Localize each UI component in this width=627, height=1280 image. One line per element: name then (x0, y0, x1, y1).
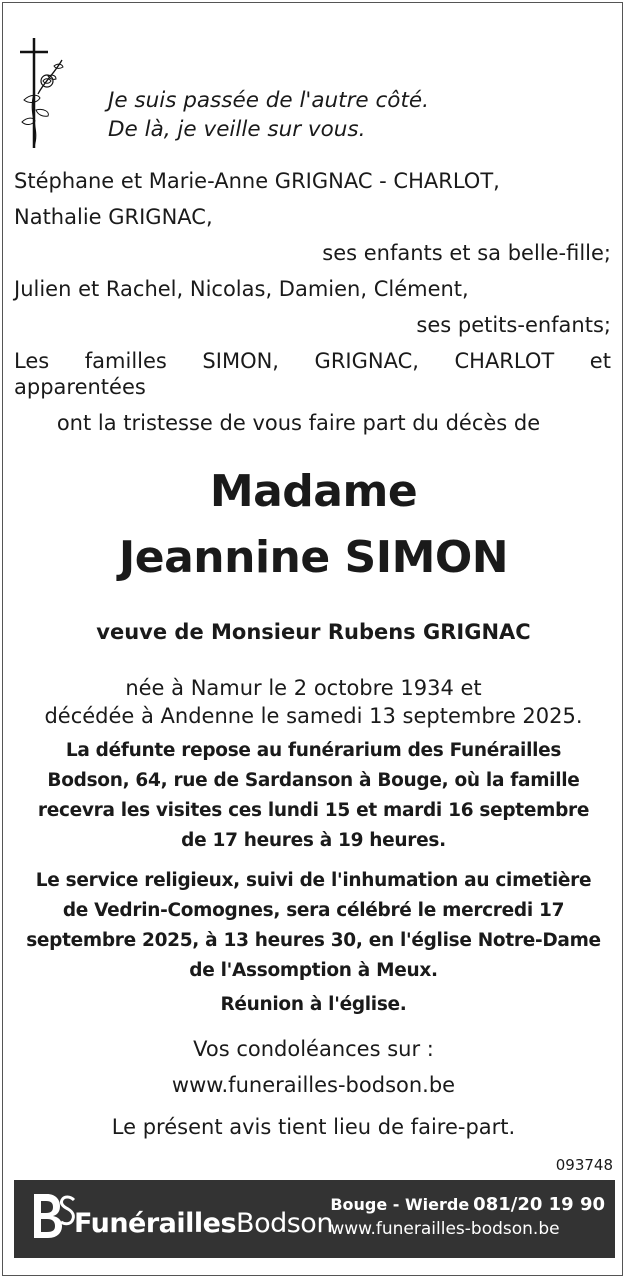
word: SIMON, (202, 349, 279, 373)
meeting-line: Réunion à l'église. (220, 994, 407, 1015)
visitation-line: La défunte repose au funérarium des Funérailles (65, 740, 562, 761)
service-info (10, 866, 617, 986)
word: et (589, 349, 611, 373)
visitation-line: recevra les visites ces lundi 15 et mardi 16 septembre (37, 800, 590, 821)
service-line: de l'Assomption à Meux. (189, 960, 438, 981)
family-line: apparentées (14, 375, 146, 399)
word: CHARLOT (454, 349, 555, 373)
visitation-line: Bodson, 64, rue de Sardanson à Bouge, où la famille (47, 770, 580, 791)
bodson-logo-icon (28, 1188, 76, 1246)
deceased-title: Madame (209, 466, 418, 517)
family-role: ses enfants et sa belle-fille; (322, 241, 611, 265)
visitation-line: de 17 heures à 19 heures. (181, 830, 446, 851)
brand-name-bold: Funérailles (74, 1208, 237, 1239)
brand-name-light: Bodson (236, 1208, 333, 1239)
announcement-line: ont la tristesse de vous faire part du décès de (56, 411, 541, 435)
epitaph-line: Je suis passée de l'autre côté. (108, 88, 429, 113)
service-line: septembre 2025, à 13 heures 30, en l'église Notre-Dame (26, 930, 601, 951)
footer-contact (330, 1194, 605, 1239)
epitaph (108, 86, 429, 144)
deceased-name: Jeannine SIMON (118, 532, 509, 583)
footer-locations: Bouge - Wierde (330, 1195, 470, 1214)
epitaph-line: De là, je veille sur vous. (108, 117, 366, 142)
footer-banner (14, 1180, 615, 1258)
word: GRIGNAC, (314, 349, 419, 373)
footer-phone[interactable]: 081/20 19 90 (473, 1194, 605, 1215)
brand-name (74, 1208, 333, 1239)
family-line: Stéphane et Marie-Anne GRIGNAC - CHARLOT, (14, 169, 500, 193)
condolences-label: Vos condoléances sur : (193, 1037, 434, 1061)
service-line: Le service religieux, suivi de l'inhumation au cimetière (35, 870, 592, 891)
footer-website[interactable]: www.funerailles-bodson.be (330, 1219, 560, 1239)
birth-line: née à Namur le 2 octobre 1934 et (125, 676, 482, 700)
family-line: Julien et Rachel, Nicolas, Damien, Clément, (14, 277, 469, 301)
service-line: de Vedrin-Comognes, sera célébré le mercredi 17 (62, 900, 565, 921)
family-role: ses petits-enfants; (416, 313, 611, 337)
family-line: Nathalie GRIGNAC, (14, 205, 213, 229)
cross-with-rose-icon (14, 34, 68, 152)
reference-number: 093748 (555, 1156, 613, 1174)
word: familles (84, 349, 167, 373)
condolences-link[interactable]: www.funerailles-bodson.be (171, 1073, 456, 1097)
word: Les (14, 349, 50, 373)
death-line: décédée à Andenne le samedi 13 septembre 2025. (44, 704, 583, 728)
notice-line: Le présent avis tient lieu de faire-part. (111, 1115, 516, 1139)
widow-line: veuve de Monsieur Rubens GRIGNAC (96, 620, 531, 644)
visitation-info (10, 736, 617, 856)
